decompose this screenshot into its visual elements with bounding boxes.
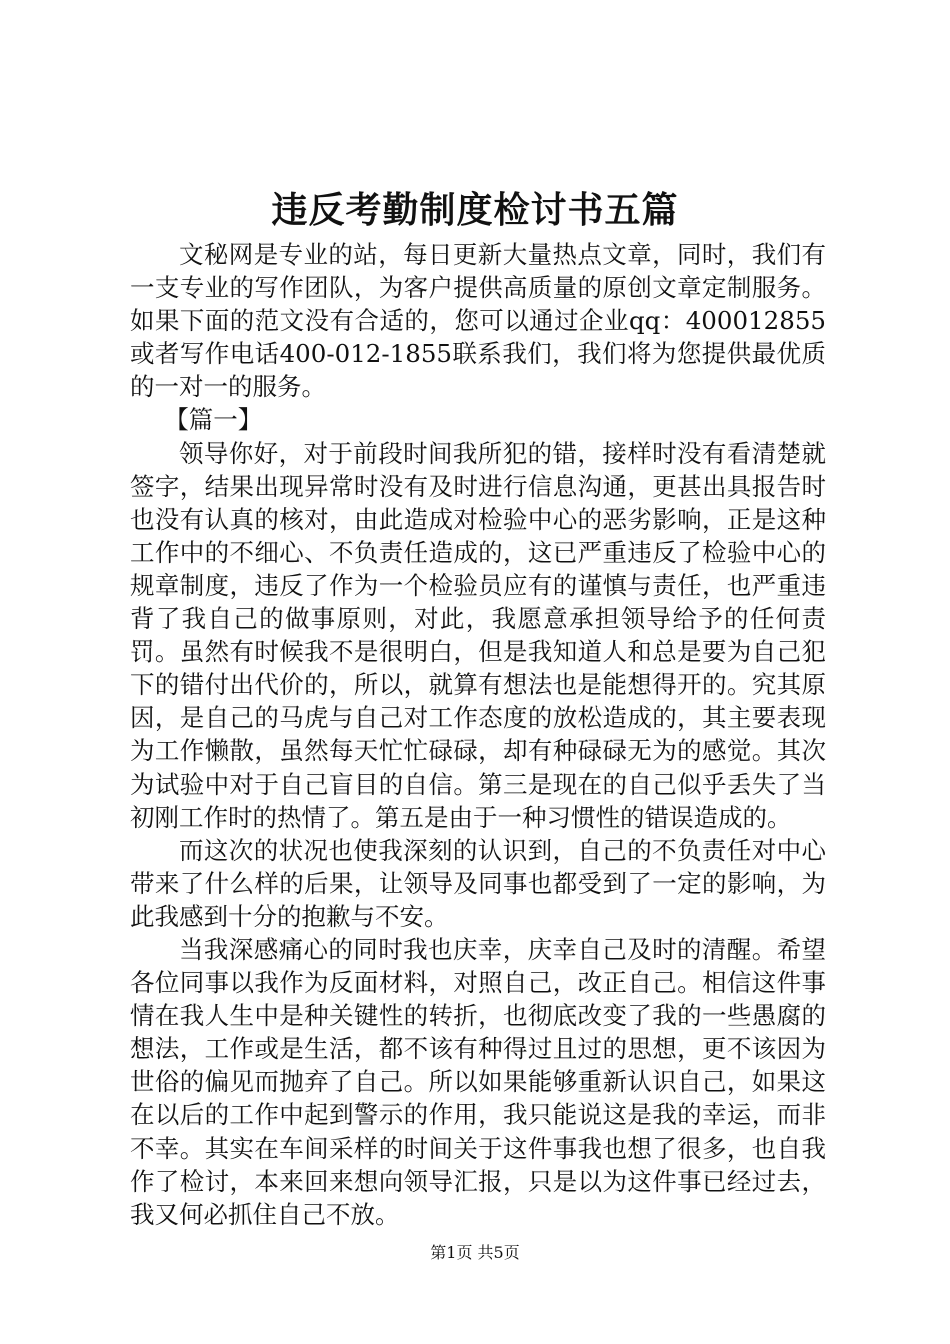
body-paragraph-1: 领导你好，对于前段时间我所犯的错，接样时没有看清楚就签字，结果出现异常时没有及时进行信息沟通，更甚出具报告时也没有认真的核对，由此造成对检验中心的恶劣影响，正是这种工作中的不细心、不负责任造成的，这已严重违反了检验中心的规章制度，违反了作为一个检验员应有的谨慎与责任，也严重违背了我自己的做事原则，对此，我愿意承担领导给予的任何责罚。虽然有时候我不是很明白，但是我知道人和总是要为自己犯下的错付出代价的，所以，就算有想法也是能想得开的。究其原因，是自己的马虎与自己对工作态度的放松造成的，其主要表现为工作懒散，虽然每天忙忙碌碌，却有种碌碌无为的感觉。其次为试验中对于自己盲目的自信。第三是现在的自己似乎丢失了当初刚工作时的热情了。第五是由于一种习惯性的错误造成的。: [130, 438, 826, 832]
document-body: [130, 238, 826, 1231]
intro-paragraph: 文秘网是专业的站，每日更新大量热点文章，同时，我们有一支专业的写作团队，为客户提供高质量的原创文章定制服务。如果下面的范文没有合适的，您可以通过企业qq：400012855或者写作电话400-012-1855联系我们，我们将为您提供最优质的一对一的服务。: [130, 240, 826, 402]
document-title: 违反考勤制度检讨书五篇: [271, 189, 679, 231]
body-paragraph-3: 当我深感痛心的同时我也庆幸，庆幸自己及时的清醒。希望各位同事以我作为反面材料，对照自己，改正自己。相信这件事情在我人生中是种关键性的转折，也彻底改变了我的一些愚腐的想法，工作或是生活，都不该有种得过且过的思想，更不该因为世俗的偏见而抛弃了自己。所以如果能够重新认识自己，如果这在以后的工作中起到警示的作用，我只能说这是我的幸运，而非不幸。其实在车间采样的时间关于这件事我也想了很多，也自我作了检讨，本来回来想向领导汇报，只是以为这件事已经过去，我又何必抓住自己不放。: [130, 934, 826, 1229]
section-heading: 【篇一】: [164, 405, 263, 435]
body-paragraph-2: 而这次的状况也使我深刻的认识到，自己的不负责任对中心带来了什么样的后果，让领导及同事也都受到了一定的影响，为此我感到十分的抱歉与不安。: [130, 835, 826, 931]
page-footer: 第1页 共5页: [430, 1243, 520, 1262]
